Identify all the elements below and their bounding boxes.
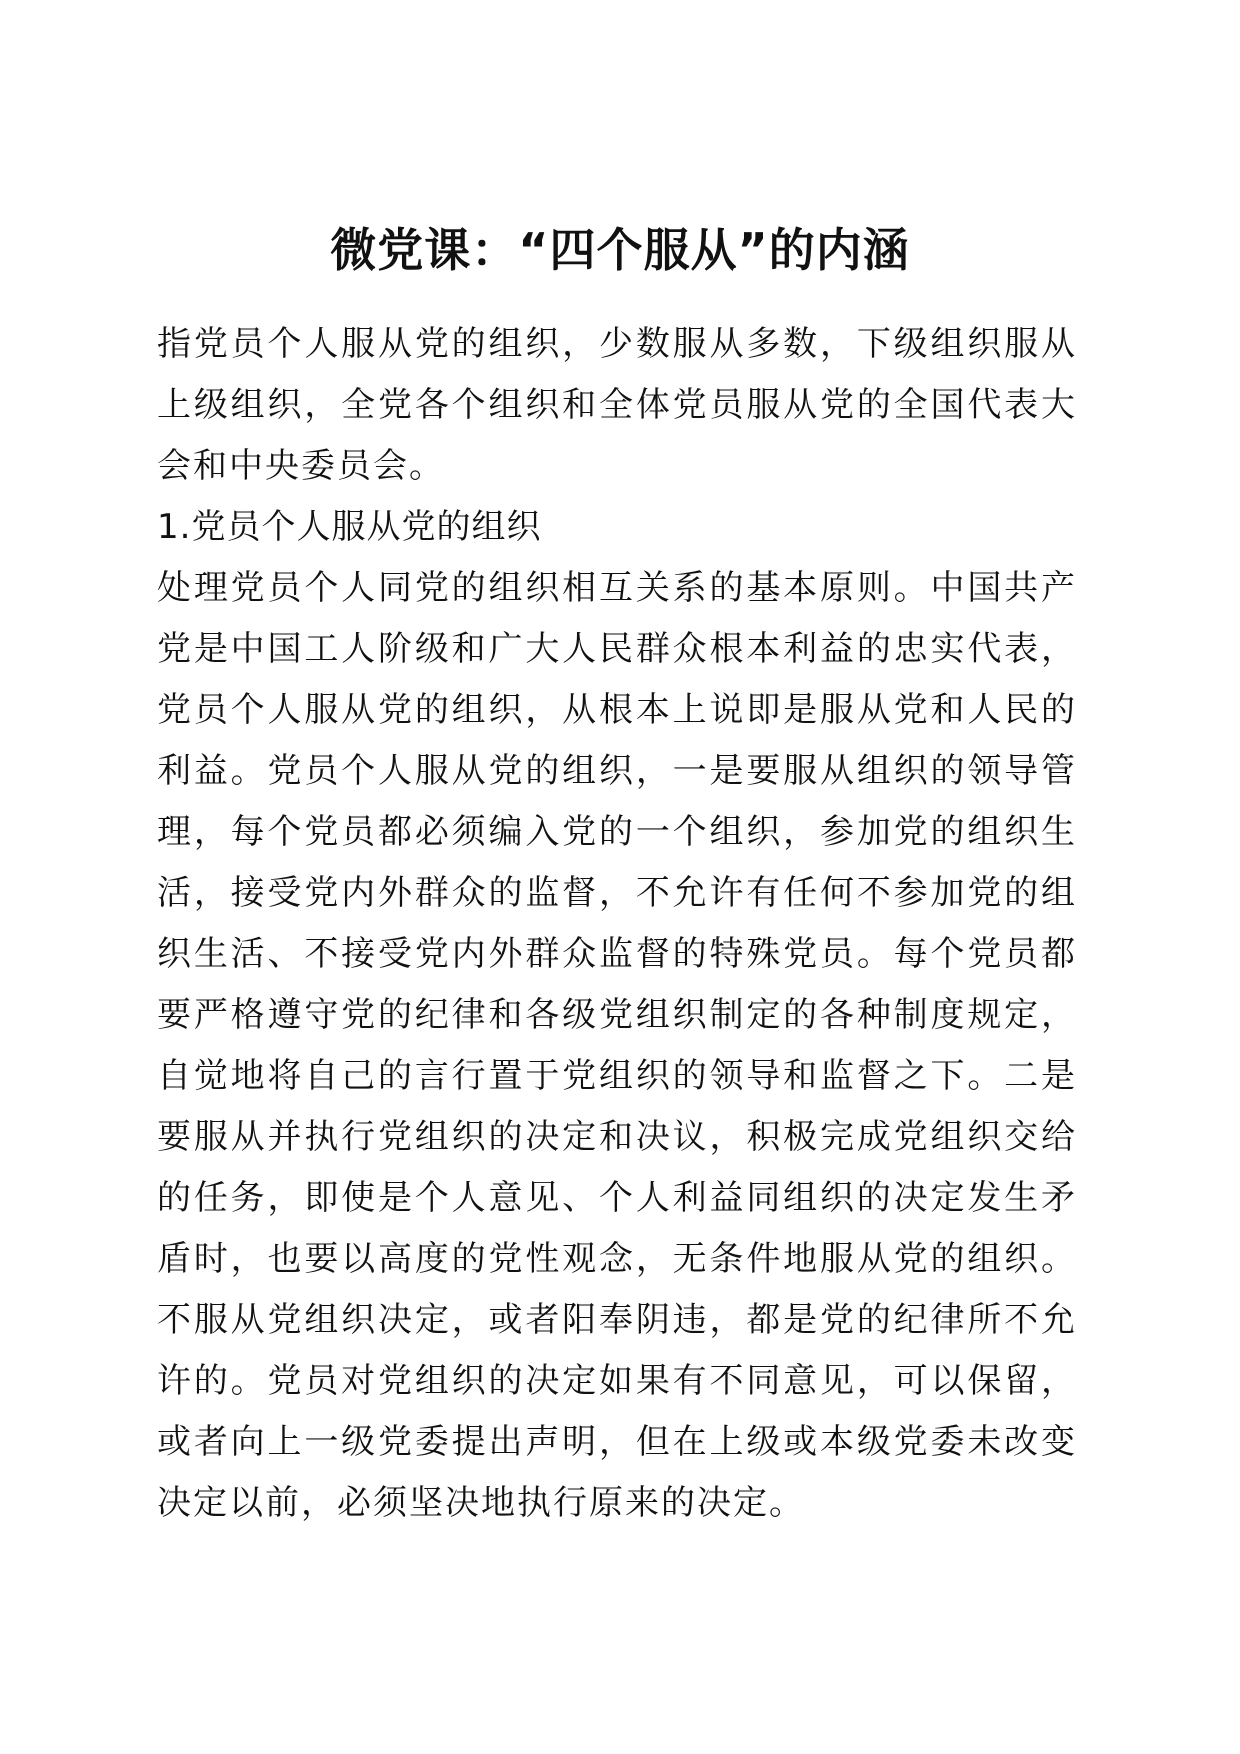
section-paragraph: 处理党员个人同党的组织相互关系的基本原则。中国共产党是中国工人阶级和广大人民群众根本利益的忠实代表，党员个人服从党的组织，从根本上说即是服从党和人民的利益。党员个人服从党的组织，一是要服从组织的领导管理，每个党员都必须编入党的一个组织，参加党的组织生活，接受党内外群众的监督，不允许有任何不参加党的组织生活、不接受党内外群众监督的特殊党员。每个党员都要严格遵守党的纪律和各级党组织制定的各种制度规定，自觉地将自己的言行置于党组织的领导和监督之下。二是要服从并执行党组织的决定和决议，积极完成党组织交给的任务，即使是个人意见、个人利益同组织的决定发生矛盾时，也要以高度的党性观念，无条件地服从党的组织。不服从党组织决定，或者阳奉阴违，都是党的纪律所不允许的。党员对党组织的决定如果有不同意见，可以保留，或者向上一级党委提出声明，但在上级或本级党委未改变决定以前，必须坚决地执行原来的决定。 xyxy=(157,568,1077,1523)
intro-paragraph: 指党员个人服从党的组织，少数服从多数，下级组织服从上级组织，全党各个组织和全体党员服从党的全国代表大会和中央委员会。 xyxy=(157,324,1077,486)
page-title: 微党课：“四个服从”的内涵 xyxy=(330,223,910,277)
document-body xyxy=(157,314,1077,1534)
section-heading: 1.党员个人服从党的组织 xyxy=(157,507,542,547)
